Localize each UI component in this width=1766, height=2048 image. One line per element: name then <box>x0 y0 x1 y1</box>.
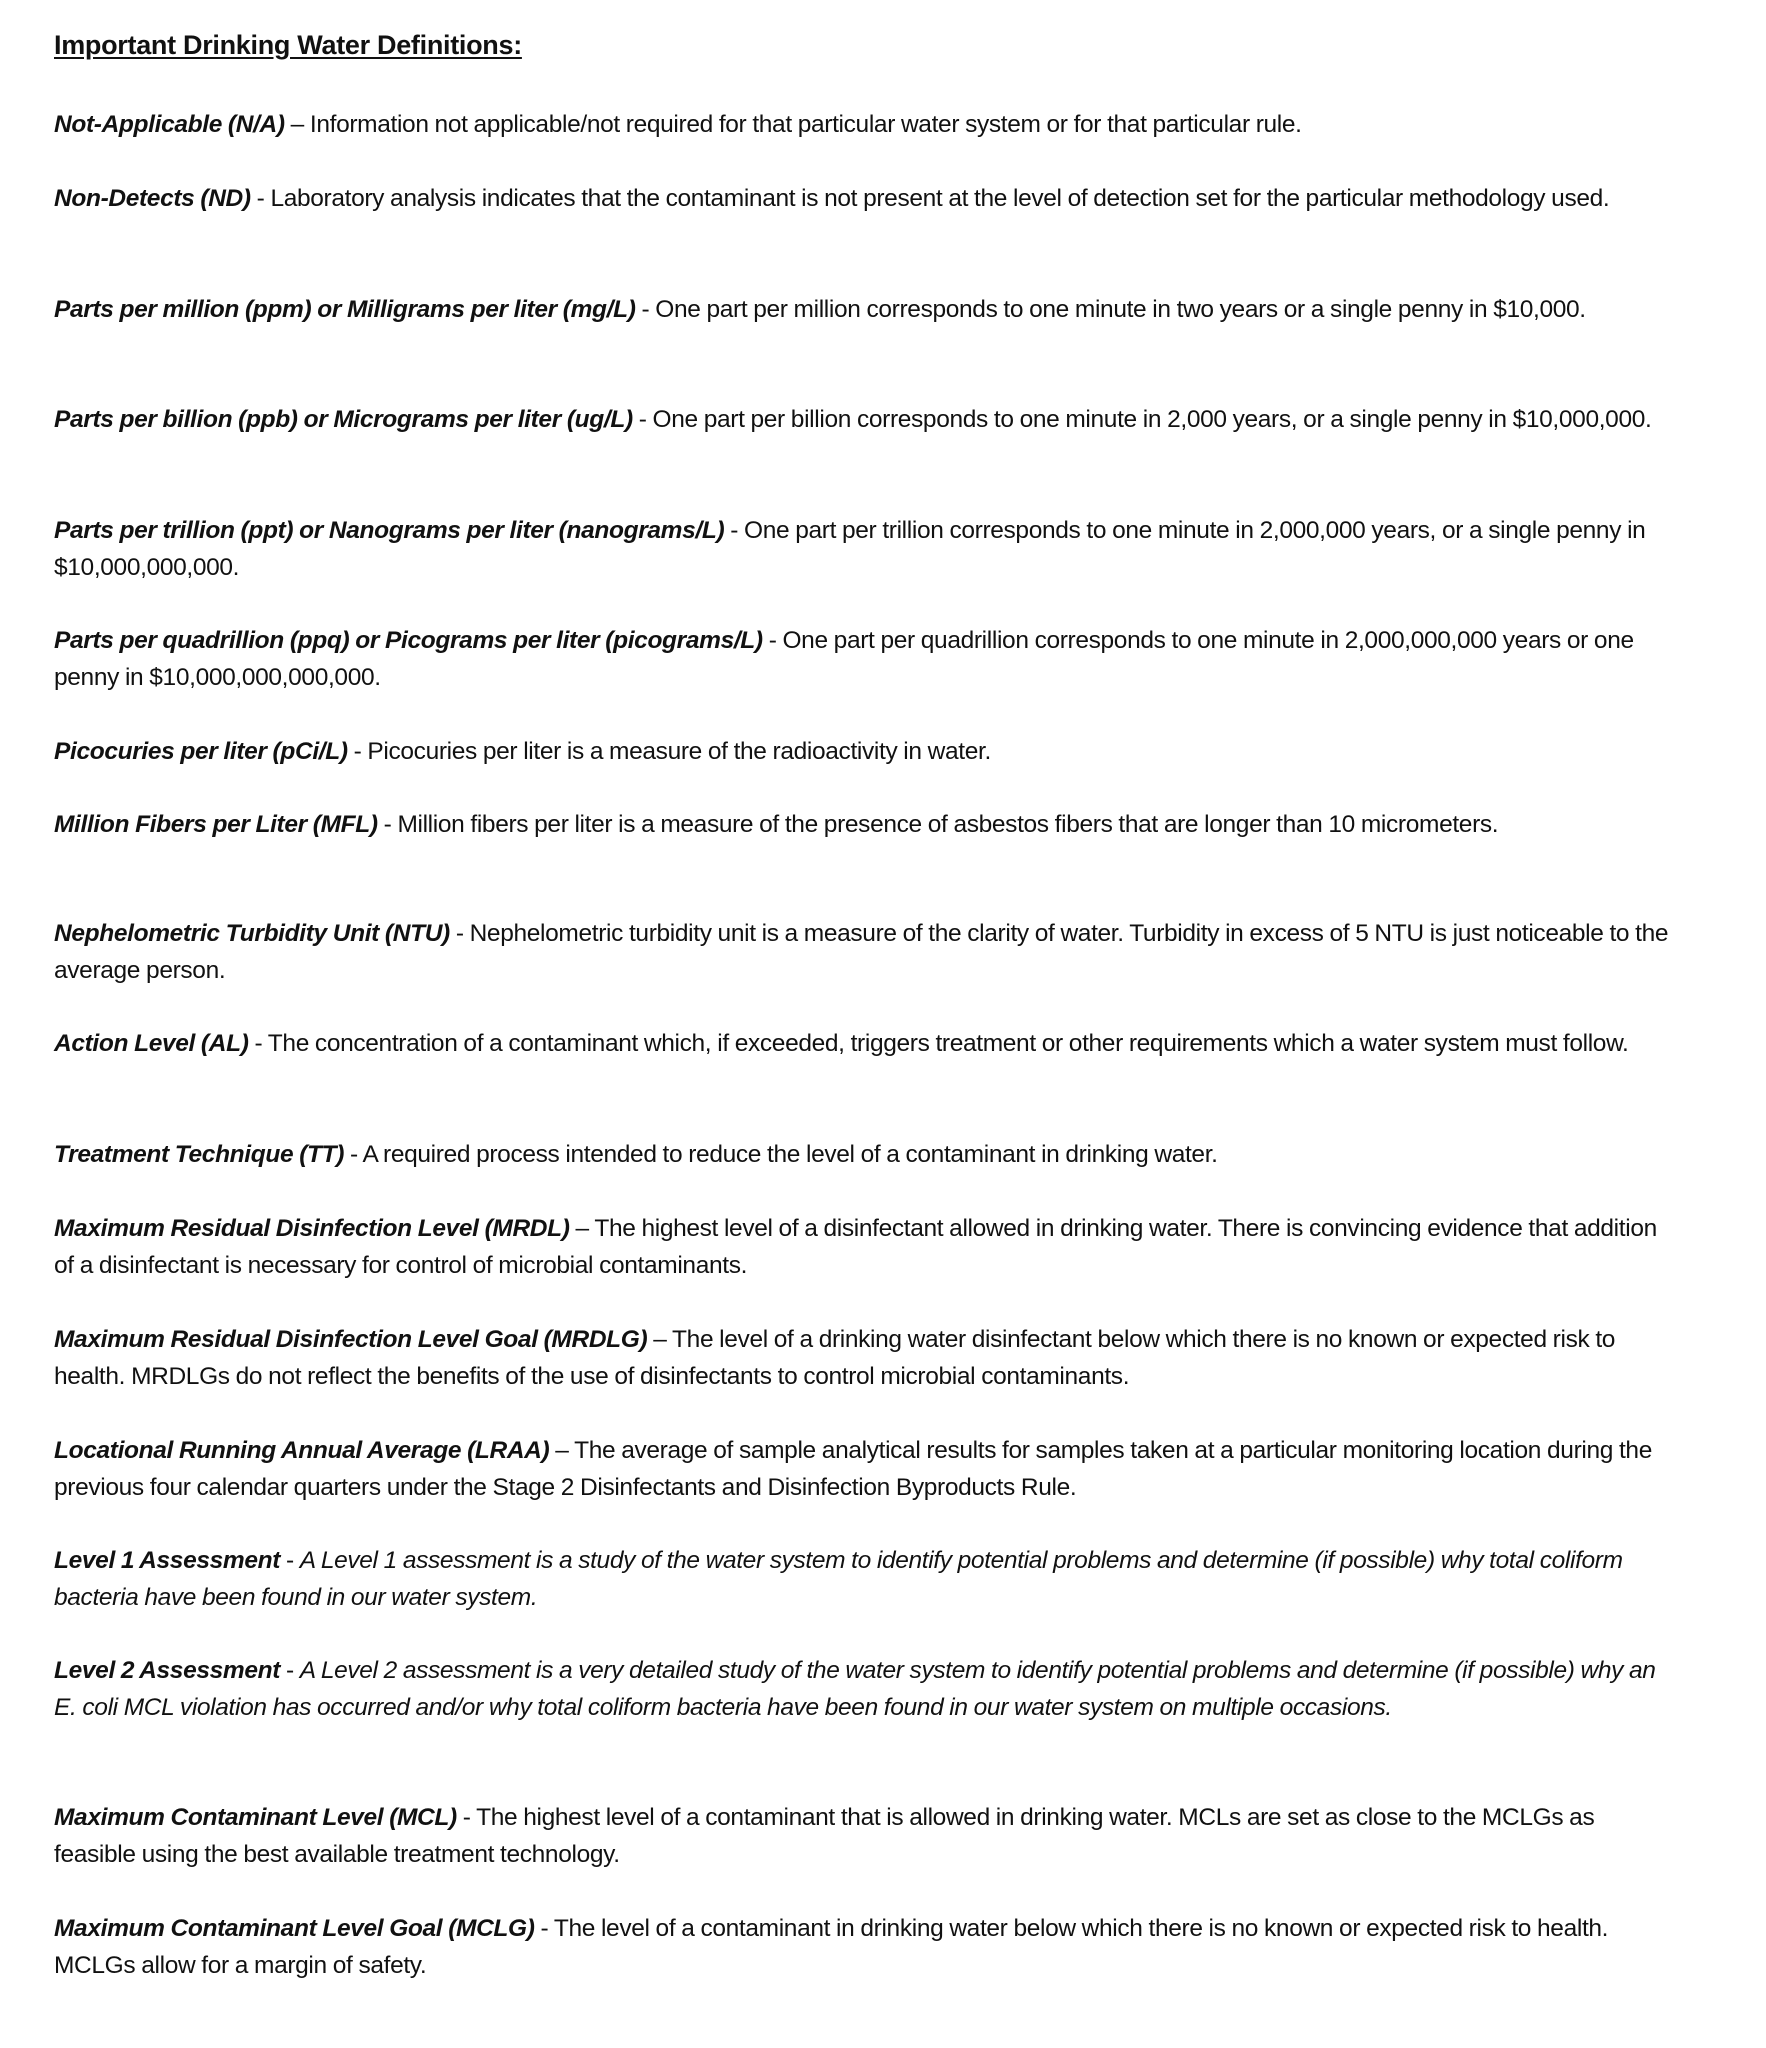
definition-term: Parts per billion (ppb) or Micrograms per liter (ug/L) <box>54 406 633 433</box>
definition-separator: - <box>635 296 656 323</box>
definition-term: Maximum Contaminant Level Goal (MCLG) <box>54 1915 535 1942</box>
definition-separator: – <box>549 1437 575 1464</box>
definition-term: Action Level (AL) <box>54 1030 249 1057</box>
definition-treatment-technique <box>54 1136 1674 1173</box>
definition-separator: - <box>724 517 745 544</box>
definition-picocuries <box>54 733 1674 770</box>
definition-term: Parts per quadrillion (ppq) or Picograms per liter (picograms/L) <box>54 627 763 654</box>
definition-description: The average of sample analytical results for samples taken at a particular monitoring location during the previous four calendar quarters under the Stage 2 Disinfectants and Disinfection Byproducts Rule. <box>54 1437 1652 1501</box>
definition-separator: – <box>284 111 310 138</box>
definition-separator: - <box>377 811 398 838</box>
definition-description: One part per million corresponds to one minute in two years or a single penny in $10,000. <box>655 296 1586 323</box>
definition-description: The level of a contaminant in drinking water below which there is no known or expected risk to health. MCLGs allow for a margin of safety. <box>54 1915 1609 1979</box>
definition-separator: - <box>250 185 271 212</box>
definition-description: The level of a drinking water disinfectant below which there is no known or expected risk to health. MRDLGs do not reflect the benefits of the use of disinfectants to control microbial contaminants. <box>54 1326 1616 1390</box>
definition-description: The highest level of a disinfectant allowed in drinking water. There is convincing evidence that addition of a disinfectant is necessary for control of microbial contaminants. <box>54 1215 1657 1279</box>
definition-description: One part per quadrillion corresponds to one minute in 2,000,000,000 years or one penny in $10,000,000,000,000. <box>54 627 1634 691</box>
definition-term: Non-Detects (ND) <box>54 185 251 212</box>
definition-description: Million fibers per liter is a measure of the presence of asbestos fibers that are longer than 10 micrometers. <box>397 811 1499 838</box>
definition-description: A required process intended to reduce the level of a contaminant in drinking water. <box>362 1141 1218 1168</box>
definition-term: Parts per million (ppm) or Milligrams per liter (mg/L) <box>54 296 636 323</box>
definition-description: Nephelometric turbidity unit is a measure of the clarity of water. Turbidity in excess of 5 NTU is just noticeable to the average person. <box>54 920 1669 984</box>
definition-separator: - <box>449 920 470 947</box>
definition-description: One part per billion corresponds to one minute in 2,000 years, or a single penny in $10,000,000. <box>652 406 1652 433</box>
definition-mcl <box>54 1799 1674 1873</box>
definition-separator: - <box>347 738 368 765</box>
page-title: Important Drinking Water Definitions: <box>54 30 522 60</box>
definition-separator: - <box>762 627 783 654</box>
definition-level-2-assessment <box>54 1652 1674 1726</box>
definition-separator: - <box>456 1804 477 1831</box>
definition-term: Not-Applicable (N/A) <box>54 111 285 138</box>
definition-description: Laboratory analysis indicates that the contaminant is not present at the level of detection set for the particular methodology used. <box>270 185 1610 212</box>
definition-ppt <box>54 512 1674 586</box>
definition-description: The highest level of a contaminant that is allowed in drinking water. MCLs are set as close to the MCLGs as feasible using the best available treatment technology. <box>54 1804 1595 1868</box>
definition-description: One part per trillion corresponds to one minute in 2,000,000 years, or a single penny in $10,000,000,000. <box>54 517 1646 581</box>
definition-ppm <box>54 291 1674 328</box>
definition-ntu <box>54 915 1674 989</box>
definition-separator: - <box>248 1030 268 1057</box>
definition-separator: - <box>632 406 653 433</box>
definition-term: Treatment Technique (TT) <box>54 1141 345 1168</box>
definition-separator: - <box>280 1657 300 1684</box>
definition-action-level <box>54 1025 1674 1062</box>
definition-mclg <box>54 1910 1674 1984</box>
definition-description: Information not applicable/not required for that particular water system or for that particular rule. <box>309 111 1302 138</box>
definition-term: Nephelometric Turbidity Unit (NTU) <box>54 920 450 947</box>
definition-separator: – <box>569 1215 595 1242</box>
definition-not-applicable <box>54 106 1674 143</box>
definition-term: Maximum Residual Disinfection Level (MRDL) <box>54 1215 570 1242</box>
definition-mrdlg <box>54 1321 1674 1395</box>
definition-term: Million Fibers per Liter (MFL) <box>54 811 378 838</box>
definition-term: Level 1 Assessment <box>54 1547 281 1574</box>
definition-term: Maximum Residual Disinfection Level Goal (MRDLG) <box>54 1326 648 1353</box>
definition-mrdl <box>54 1210 1674 1284</box>
definition-term: Maximum Contaminant Level (MCL) <box>54 1804 457 1831</box>
definition-non-detects <box>54 180 1674 217</box>
definition-level-1-assessment <box>54 1542 1674 1616</box>
definition-description: Picocuries per liter is a measure of the radioactivity in water. <box>367 738 991 765</box>
definition-description: A Level 2 assessment is a very detailed study of the water system to identify potential problems and determine (if possible) why an E. coli MCL violation has occurred and/or why total coliform bacteria have been found in our water system on multiple occasions. <box>54 1657 1656 1721</box>
definition-term: Picocuries per liter (pCi/L) <box>54 738 348 765</box>
definition-term: Level 2 Assessment <box>54 1657 281 1684</box>
definition-separator: - <box>280 1547 300 1574</box>
definition-ppq <box>54 622 1674 696</box>
definition-ppb <box>54 401 1674 438</box>
definition-lraa <box>54 1432 1674 1506</box>
definition-term: Locational Running Annual Average (LRAA) <box>54 1437 550 1464</box>
definition-description: The concentration of a contaminant which, if exceeded, triggers treatment or other requirements which a water system must follow. <box>267 1030 1629 1057</box>
definition-description: A Level 1 assessment is a study of the water system to identify potential problems and determine (if possible) why total coliform bacteria have been found in our water system. <box>54 1547 1623 1611</box>
definition-separator: - <box>534 1915 554 1942</box>
definition-separator: – <box>647 1326 673 1353</box>
definition-term: Parts per trillion (ppt) or Nanograms per liter (nanograms/L) <box>54 517 725 544</box>
definition-mfl <box>54 806 1674 843</box>
definition-separator: - <box>344 1141 363 1168</box>
